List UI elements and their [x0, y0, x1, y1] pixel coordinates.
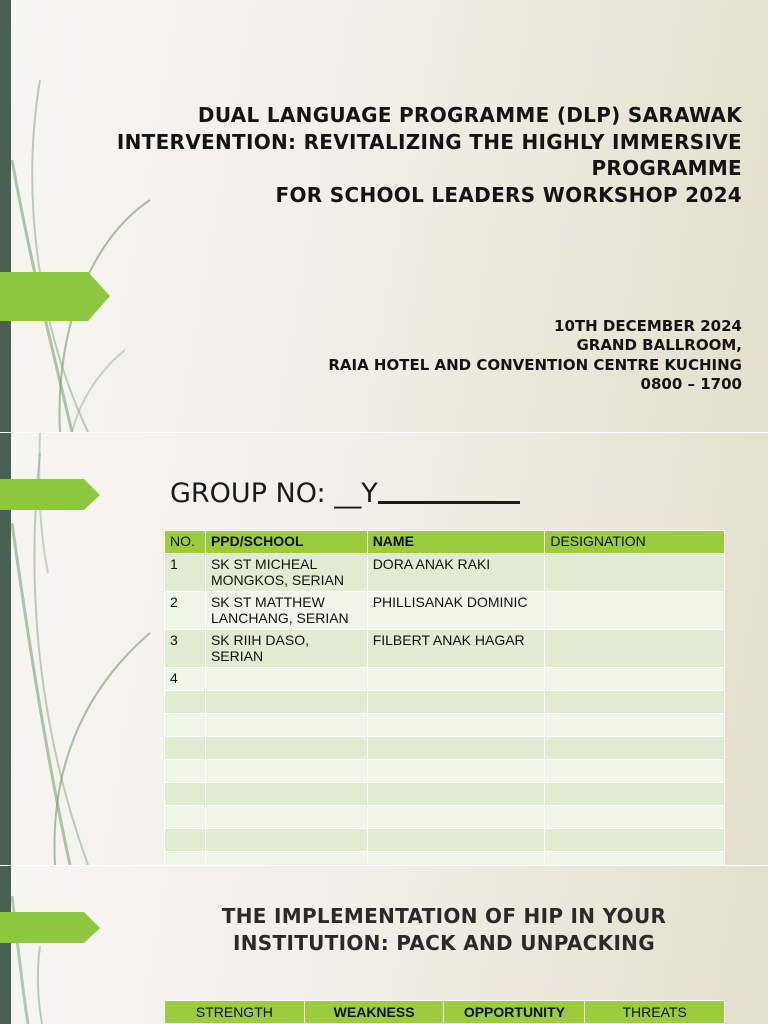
table-row: [165, 714, 725, 737]
swot-header-row: [165, 1001, 725, 1024]
cell-designation: [545, 554, 725, 592]
table-header-row: [165, 531, 725, 554]
cell-school: SK ST MICHEAL MONGKOS, SERIAN: [205, 554, 367, 592]
decorative-swooshes: [0, 0, 200, 432]
cell-no: 4: [165, 668, 206, 691]
cell-designation: [545, 691, 725, 714]
event-venue: GRAND BALLROOM,: [576, 336, 742, 355]
cell-name: [367, 668, 545, 691]
cell-designation: [545, 829, 725, 852]
cell-name: [367, 737, 545, 760]
header-name: NAME: [367, 531, 545, 554]
title-line: INTERVENTION: REVITALIZING THE HIGHLY IMMERSIVE: [116, 129, 742, 154]
cell-no: [165, 714, 206, 737]
table-row: [165, 630, 725, 668]
title-line: FOR SCHOOL LEADERS WORKSHOP 2024: [275, 182, 742, 207]
event-time: 0800 – 1700: [640, 374, 742, 393]
cell-designation: [545, 668, 725, 691]
cell-school: [205, 829, 367, 852]
participants-table: [164, 530, 725, 875]
cell-no: [165, 783, 206, 806]
cell-designation: [545, 714, 725, 737]
cell-name: DORA ANAK RAKI: [367, 554, 545, 592]
cell-name: [367, 829, 545, 852]
cell-designation: [545, 806, 725, 829]
cell-school: SK ST MATTHEW LANCHANG, SERIAN: [205, 592, 367, 630]
green-arrow-tab: [0, 272, 112, 322]
table-row: [165, 668, 725, 691]
header-threats: THREATS: [585, 1001, 725, 1024]
cell-name: [367, 783, 545, 806]
title-line: PROGRAMME: [591, 156, 742, 180]
cell-name: [367, 760, 545, 783]
event-venue-detail: RAIA HOTEL AND CONVENTION CENTRE KUCHING: [328, 355, 742, 374]
cell-designation: [545, 783, 725, 806]
title-line: INSTITUTION: PACK AND UNPACKING: [233, 931, 655, 955]
cell-school: [205, 714, 367, 737]
header-ppd-school: PPD/SCHOOL: [205, 531, 367, 554]
cell-name: [367, 714, 545, 737]
group-number-blank: [378, 501, 520, 504]
header-no: NO.: [165, 531, 206, 554]
cell-no: [165, 760, 206, 783]
cell-designation: [545, 760, 725, 783]
cell-no: [165, 691, 206, 714]
cell-designation: [545, 592, 725, 630]
table-row: [165, 592, 725, 630]
cell-no: [165, 737, 206, 760]
cell-no: 3: [165, 630, 206, 668]
green-arrow-tab: [0, 479, 102, 511]
cell-school: SK RIIH DASO, SERIAN: [205, 630, 367, 668]
cell-school: [205, 737, 367, 760]
cell-name: [367, 806, 545, 829]
table-row: [165, 806, 725, 829]
cell-school: [205, 806, 367, 829]
cell-name: [367, 691, 545, 714]
cell-name: FILBERT ANAK HAGAR: [367, 630, 545, 668]
header-opportunity: OPPORTUNITY: [444, 1001, 585, 1024]
cell-name: PHILLISANAK DOMINIC: [367, 592, 545, 630]
cell-school: [205, 760, 367, 783]
table-row: [165, 760, 725, 783]
cell-no: [165, 806, 206, 829]
table-row: [165, 554, 725, 592]
header-weakness: WEAKNESS: [304, 1001, 444, 1024]
cell-school: [205, 691, 367, 714]
cell-designation: [545, 737, 725, 760]
cell-no: [165, 829, 206, 852]
title-line: THE IMPLEMENTATION OF HIP IN YOUR: [221, 904, 667, 928]
header-designation: DESIGNATION: [545, 531, 725, 554]
table-row: [165, 783, 725, 806]
green-arrow-tab: [0, 912, 102, 944]
swot-table: [164, 1000, 725, 1024]
table-row: [165, 737, 725, 760]
table-row: [165, 829, 725, 852]
workshop-title: [42, 102, 742, 208]
event-date: 10TH DECEMBER 2024: [554, 317, 742, 335]
cell-no: 2: [165, 592, 206, 630]
cell-school: [205, 783, 367, 806]
cell-designation: [545, 630, 725, 668]
event-details: [328, 317, 742, 394]
swot-slide-title: [160, 903, 728, 957]
title-line: DUAL LANGUAGE PROGRAMME (DLP) SARAWAK: [197, 103, 742, 127]
cell-school: [205, 668, 367, 691]
table-row: [165, 691, 725, 714]
title-slide: [0, 0, 768, 432]
header-strength: STRENGTH: [165, 1001, 305, 1024]
group-number-label: GROUP NO: __Y: [170, 478, 520, 509]
cell-no: 1: [165, 554, 206, 592]
